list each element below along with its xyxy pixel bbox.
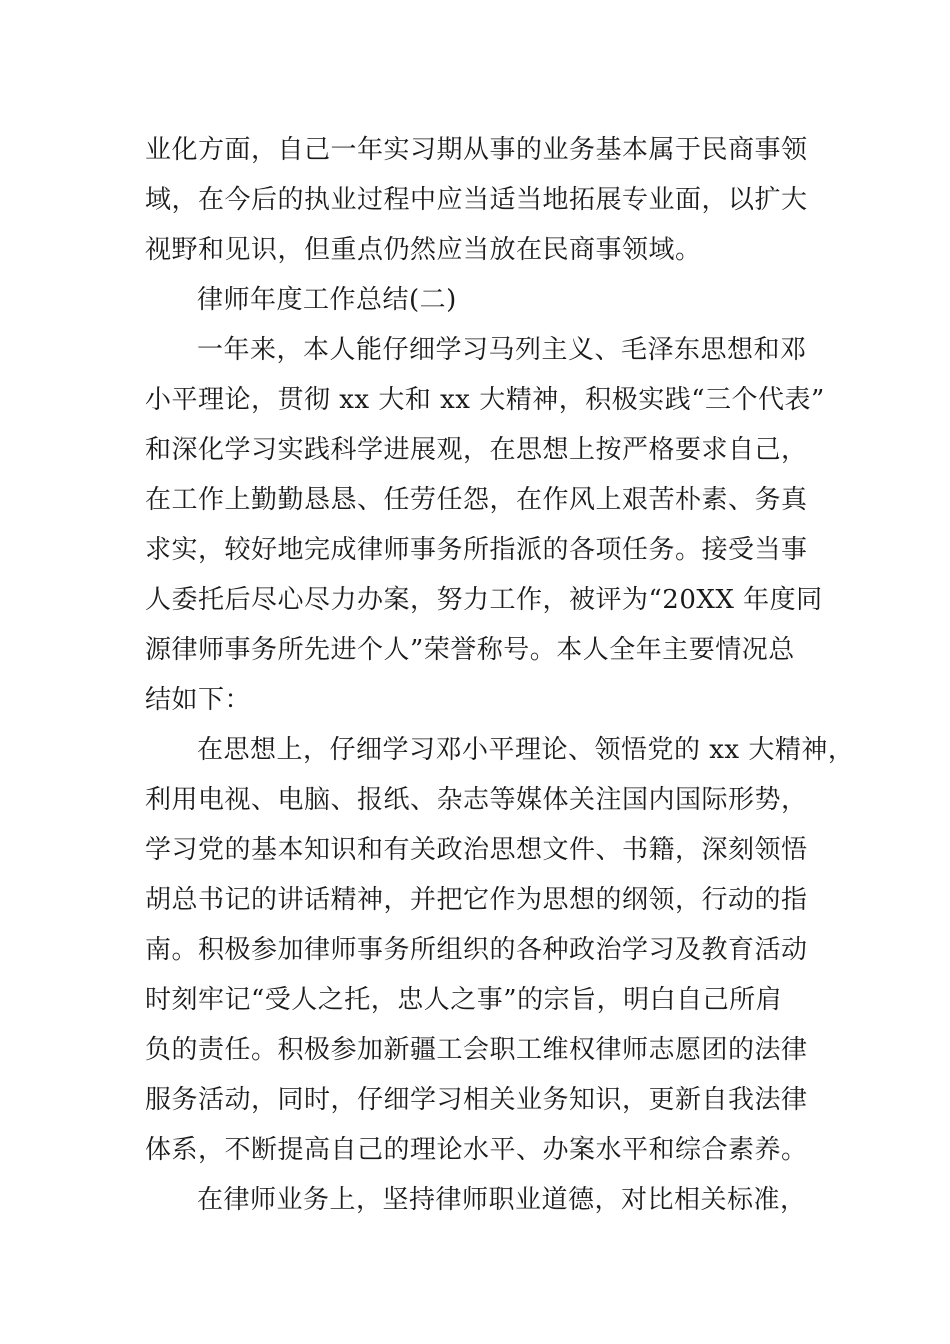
text-line: 负的责任。积极参加新疆工会职工维权律师志愿团的法律: [145, 1035, 808, 1065]
text-line: 在律师业务上，坚持律师职业道德，对比相关标准，: [197, 1185, 807, 1215]
text-line: 利用电视、电脑、报纸、杂志等媒体关注国内国际形势，: [145, 785, 808, 815]
text-line: 视野和见识，但重点仍然应当放在民商事领域。: [145, 235, 702, 265]
text-line: 胡总书记的讲话精神，并把它作为思想的纲领，行动的指: [145, 885, 808, 915]
text-line: 在工作上勤勤恳恳、任劳任怨，在作风上艰苦朴素、务真: [145, 485, 808, 515]
text-line: 体系，不断提高自己的理论水平、办案水平和综合素养。: [145, 1135, 808, 1165]
text-line: 人委托后尽心尽力办案，努力工作，被评为“20XX 年度同: [145, 585, 823, 615]
text-line: 在思想上，仔细学习邓小平理论、领悟党的 xx 大精神，: [197, 735, 855, 765]
text-line: 域，在今后的执业过程中应当适当地拓展专业面，以扩大: [145, 185, 808, 215]
text-line: 服务活动，同时，仔细学习相关业务知识，更新自我法律: [145, 1085, 808, 1115]
text-line: 小平理论，贯彻 xx 大和 xx 大精神，积极实践“三个代表”: [145, 385, 825, 415]
text-line: 求实，较好地完成律师事务所指派的各项任务。接受当事: [145, 535, 808, 565]
text-line: 结如下：: [145, 685, 252, 715]
text-line: 源律师事务所先进个人”荣誉称号。本人全年主要情况总: [145, 635, 795, 665]
text-line: 一年来，本人能仔细学习马列主义、毛泽东思想和邓: [197, 335, 807, 365]
text-line: 学习党的基本知识和有关政治思想文件、书籍，深刻领悟: [145, 835, 808, 865]
text-line: 和深化学习实践科学进展观，在思想上按严格要求自己，: [145, 435, 808, 465]
text-line: 南。积极参加律师事务所组织的各种政治学习及教育活动: [145, 935, 808, 965]
text-line: 时刻牢记“受人之托，忠人之事”的宗旨，明白自己所肩: [145, 985, 783, 1015]
section-heading: 律师年度工作总结(二): [197, 285, 457, 315]
text-line: 业化方面，自己一年实习期从事的业务基本属于民商事领: [145, 135, 808, 165]
